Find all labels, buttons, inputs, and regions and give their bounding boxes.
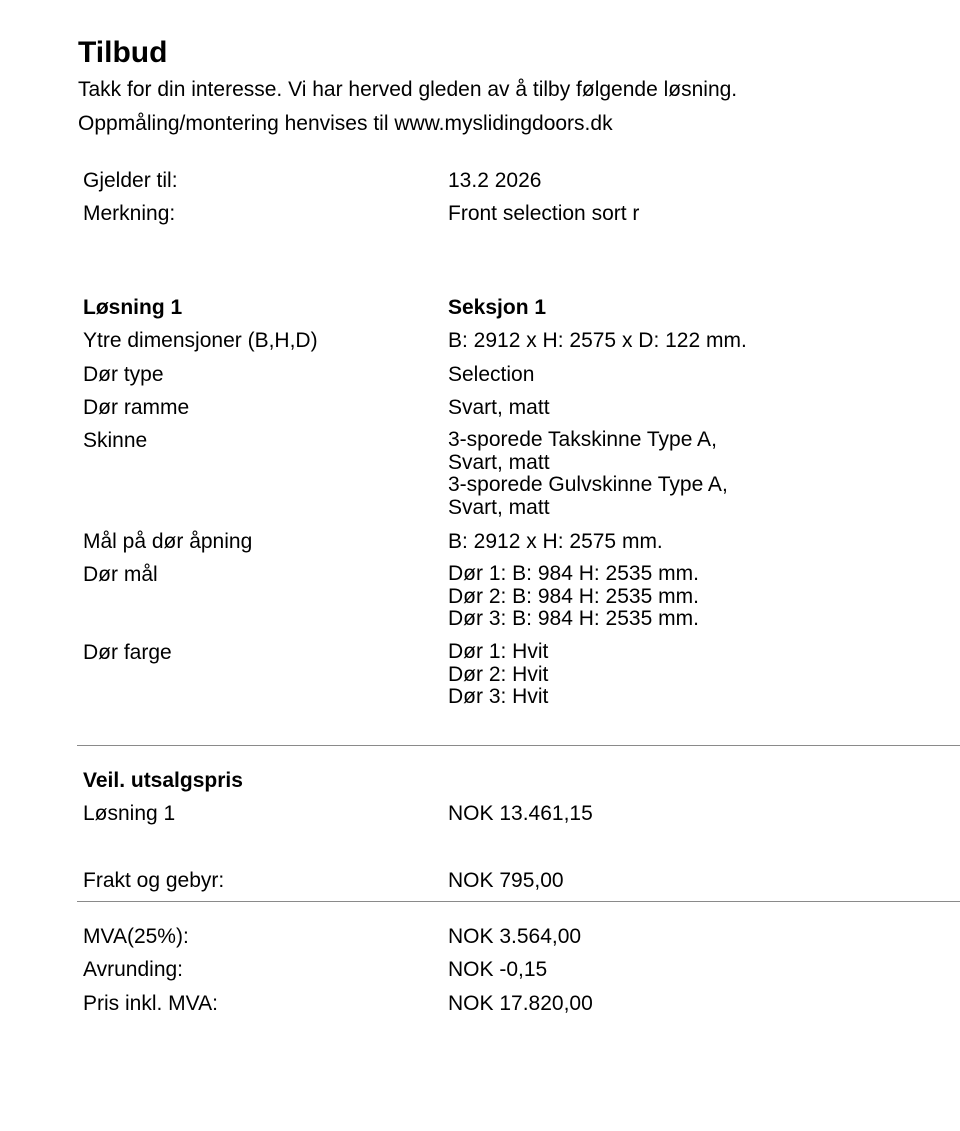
door-size-value [448,563,699,631]
rounding-value: NOK -0,15 [448,958,548,981]
rail-line: 3-sporede Takskinne Type A, [448,428,717,451]
valid-until-label: Gjelder til: [83,169,178,192]
intro-text-line-2: Oppmåling/montering henvises til www.myslidingdoors.dk [78,112,613,135]
door-opening-value: B: 2912 x H: 2575 mm. [448,530,663,553]
total-label: Pris inkl. MVA: [83,992,218,1015]
price-heading: Veil. utsalgspris [83,769,243,792]
door-type-label: Dør type [83,363,164,386]
door-color-label: Dør farge [83,641,172,664]
total-value: NOK 17.820,00 [448,992,593,1015]
door-color-line: Dør 2: Hvit [448,662,549,686]
freight-value: NOK 795,00 [448,869,564,892]
marking-label: Merkning: [83,202,176,225]
page-title: Tilbud [78,36,168,69]
valid-until-value: 13.2 2026 [448,169,542,192]
door-size-line: Dør 1: B: 984 H: 2535 mm. [448,562,699,585]
rail-line: Svart, matt [448,450,550,474]
outer-dimensions-label: Ytre dimensjoner (B,H,D) [83,329,318,352]
door-type-value: Selection [448,363,535,386]
vat-value: NOK 3.564,00 [448,925,582,948]
door-color-line: Dør 3: Hvit [448,685,549,708]
door-size-line: Dør 3: B: 984 H: 2535 mm. [448,607,699,630]
marking-value: Front selection sort r [448,202,640,225]
intro-text-line-1: Takk for din interesse. Vi har herved gleden av å tilby følgende løsning. [78,78,738,101]
solution-heading: Løsning 1 [83,296,183,319]
rail-line: 3-sporede Gulvskinne Type A, [448,473,728,496]
door-frame-value: Svart, matt [448,396,550,419]
price-solution-label: Løsning 1 [83,802,176,825]
section-heading: Seksjon 1 [448,296,547,319]
door-size-label: Dør mål [83,563,158,586]
rounding-label: Avrunding: [83,958,184,981]
rail-value [448,429,728,519]
divider [77,901,960,902]
rail-label: Skinne [83,429,148,452]
door-opening-label: Mål på dør åpning [83,530,253,553]
divider [77,745,960,746]
door-color-line: Dør 1: Hvit [448,640,549,663]
outer-dimensions-value: B: 2912 x H: 2575 x D: 122 mm. [448,329,747,352]
freight-label: Frakt og gebyr: [83,869,225,892]
door-frame-label: Dør ramme [83,396,190,419]
price-solution-value: NOK 13.461,15 [448,802,593,825]
rail-line: Svart, matt [448,495,550,519]
door-color-value [448,641,548,709]
door-size-line: Dør 2: B: 984 H: 2535 mm. [448,584,699,608]
vat-label: MVA(25%): [83,925,189,948]
